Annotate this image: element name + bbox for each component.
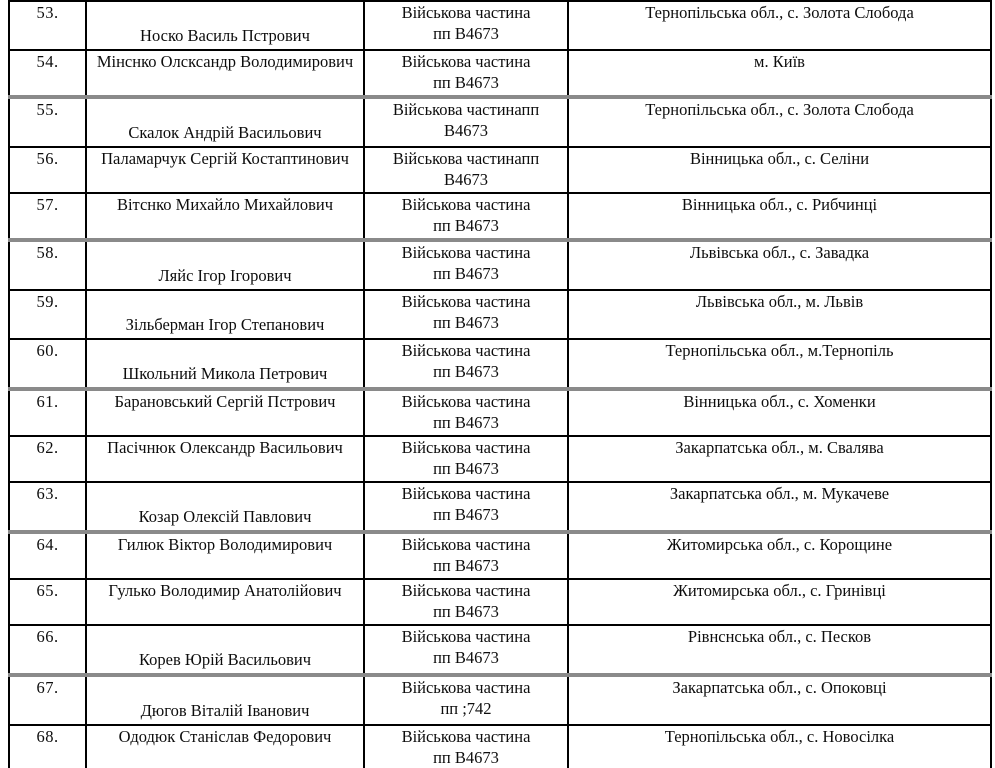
location-cell [568,436,991,482]
location-text: Львівська обл., с. Завадка [689,243,870,262]
military-unit-line2: пп В4673 [433,362,499,381]
row-number-text: 61. [36,392,59,411]
person-name-cell [86,1,364,50]
location-cell [568,97,991,147]
table-row [9,1,991,50]
row-number [9,1,86,50]
military-unit-line1: Військова частина [401,341,531,360]
military-unit-line2: пп В4673 [433,264,499,283]
table-row [9,532,991,579]
table-row [9,482,991,532]
location-text: Закарпатська обл., м. Мукачеве [669,484,890,503]
military-unit-line1: Військова частина [401,627,531,646]
row-number [9,579,86,625]
person-name-cell [86,389,364,436]
table-row [9,339,991,389]
table-row [9,579,991,625]
person-name-cell [86,436,364,482]
location-cell [568,675,991,725]
person-name-cell [86,625,364,675]
military-unit-line1: Військова частина [401,292,531,311]
row-number [9,147,86,193]
location-text: Тернопільська обл., с. Золота Слобода [645,3,914,22]
location-cell [568,147,991,193]
military-unit-cell [364,625,568,675]
person-name-cell [86,339,364,389]
row-number-text: 60. [36,341,59,360]
military-unit-line2: пп В4673 [433,602,499,621]
military-unit-cell [364,50,568,97]
military-unit-line2: пп В4673 [433,505,499,524]
table-row [9,389,991,436]
location-cell [568,193,991,240]
location-text: Вінницька обл., с. Хоменки [683,392,876,411]
person-name-cell [86,50,364,97]
person-name-cell [86,532,364,579]
person-name-text: Гулько Володимир Анатолійович [108,581,342,600]
person-name-text: Ляйс Ігор Ігорович [158,266,292,285]
row-number-text: 66. [36,627,59,646]
military-unit-line2: пп ;742 [440,699,492,718]
row-number-text: 53. [36,3,59,22]
row-number-text: 59. [36,292,59,311]
person-name-cell [86,675,364,725]
military-unit-line2: пп В4673 [433,216,499,235]
location-text: Вінницька обл., с. Рибчинці [681,195,878,214]
table-row [9,97,991,147]
military-unit-line2: пп В4673 [433,748,499,767]
table-row [9,147,991,193]
person-name-text: Скалок Андрій Васильович [128,123,322,142]
row-number [9,725,86,768]
row-number-text: 54. [36,52,59,71]
row-number [9,339,86,389]
person-name-text: Паламарчук Сергій Костаптинович [101,149,349,168]
row-number [9,625,86,675]
person-name-text: Вітснко Михайло Михайлович [116,195,334,214]
military-unit-cell [364,240,568,290]
personnel-table [8,0,992,768]
location-text: Житомирська обл., с. Гринівці [673,581,886,600]
person-name-cell [86,193,364,240]
row-number-text: 57. [36,195,59,214]
person-name-cell [86,240,364,290]
military-unit-line2: В4673 [443,170,488,189]
military-unit-line1: Військова частина [401,727,531,746]
row-number [9,97,86,147]
military-unit-line1: Військова частинапп [392,100,540,119]
location-cell [568,532,991,579]
military-unit-cell [364,482,568,532]
location-text: Тернопільська обл., м.Тернопіль [665,341,894,360]
location-text: Рівнснська обл., с. Песков [687,627,872,646]
row-number-text: 63. [36,484,59,503]
person-name-cell [86,97,364,147]
row-number [9,389,86,436]
table-row [9,290,991,339]
row-number [9,290,86,339]
military-unit-cell [364,290,568,339]
row-number [9,240,86,290]
person-name-text: Пасічнюк Олександр Васильович [107,438,343,457]
military-unit-line2: пп В4673 [433,24,499,43]
person-name-text: Гилюк Віктор Володимирович [117,535,333,554]
military-unit-line2: пп В4673 [433,459,499,478]
person-name-text: Ододюк Станіслав Федорович [118,727,332,746]
location-cell [568,482,991,532]
location-text: Закарпатська обл., м. Свалява [675,438,884,457]
person-name-text: Козар Олексій Павлович [138,507,312,526]
military-unit-line2: пп В4673 [433,413,499,432]
military-unit-line2: пп В4673 [433,313,499,332]
military-unit-line1: Військова частина [401,678,531,697]
location-text: Тернопільська обл., с. Новосілка [664,727,895,746]
military-unit-line1: Військова частина [401,195,531,214]
military-unit-cell [364,147,568,193]
military-unit-line1: Військова частина [401,3,531,22]
table-row [9,675,991,725]
person-name-text: Дюгов Віталій Іванович [140,701,310,720]
military-unit-line1: Військова частина [401,581,531,600]
location-text: Тернопільська обл., с. Золота Слобода [645,100,914,119]
person-name-text: Школьний Микола Петрович [122,364,328,383]
military-unit-line1: Військова частина [401,392,531,411]
military-unit-line2: пп В4673 [433,73,499,92]
table-row [9,725,991,768]
location-text: Вінницька обл., с. Селіни [689,149,870,168]
military-unit-cell [364,97,568,147]
location-cell [568,290,991,339]
table-row [9,436,991,482]
location-cell [568,50,991,97]
row-number-text: 68. [36,727,59,746]
military-unit-line1: Військова частина [401,52,531,71]
military-unit-line2: В4673 [443,121,488,140]
military-unit-cell [364,193,568,240]
military-unit-line1: Військова частина [401,438,531,457]
table-row [9,240,991,290]
military-unit-cell [364,339,568,389]
table-row [9,625,991,675]
row-number-text: 64. [36,535,59,554]
person-name-text: Барановський Сергій Пстрович [114,392,336,411]
military-unit-line1: Військова частина [401,535,531,554]
row-number-text: 58. [36,243,59,262]
row-number-text: 65. [36,581,59,600]
row-number-text: 56. [36,149,59,168]
military-unit-line1: Військова частина [401,484,531,503]
military-unit-cell [364,436,568,482]
location-cell [568,1,991,50]
person-name-cell [86,147,364,193]
person-name-text: Корев Юрій Васильович [138,650,312,669]
location-text: Житомирська обл., с. Корощине [666,535,893,554]
military-unit-line1: Військова частина [401,243,531,262]
table-row [9,50,991,97]
table-row [9,193,991,240]
person-name-cell [86,290,364,339]
person-name-cell [86,579,364,625]
location-text: Закарпатська обл., с. Опоковці [672,678,887,697]
military-unit-cell [364,725,568,768]
location-cell [568,725,991,768]
person-name-cell [86,725,364,768]
person-name-text: Носко Василь Пстрович [140,26,310,45]
row-number-text: 62. [36,438,59,457]
person-name-text: Зільберман Ігор Степанович [125,315,325,334]
military-unit-cell [364,532,568,579]
row-number-text: 55. [36,100,59,119]
location-text: м. Київ [754,52,805,71]
location-cell [568,579,991,625]
military-unit-line1: Військова частинапп [392,149,540,168]
military-unit-line2: пп В4673 [433,556,499,575]
row-number [9,675,86,725]
military-unit-line2: пп В4673 [433,648,499,667]
person-name-cell [86,482,364,532]
location-cell [568,389,991,436]
location-cell [568,625,991,675]
military-unit-cell [364,1,568,50]
person-name-text: Мінснко Олсксандр Володимирович [96,52,354,71]
row-number [9,436,86,482]
row-number [9,532,86,579]
military-unit-cell [364,579,568,625]
location-cell [568,240,991,290]
military-unit-cell [364,389,568,436]
location-cell [568,339,991,389]
row-number [9,482,86,532]
location-text: Львівська обл., м. Львів [695,292,864,311]
row-number [9,193,86,240]
military-unit-cell [364,675,568,725]
row-number [9,50,86,97]
table-body [9,1,991,768]
row-number-text: 67. [36,678,59,697]
